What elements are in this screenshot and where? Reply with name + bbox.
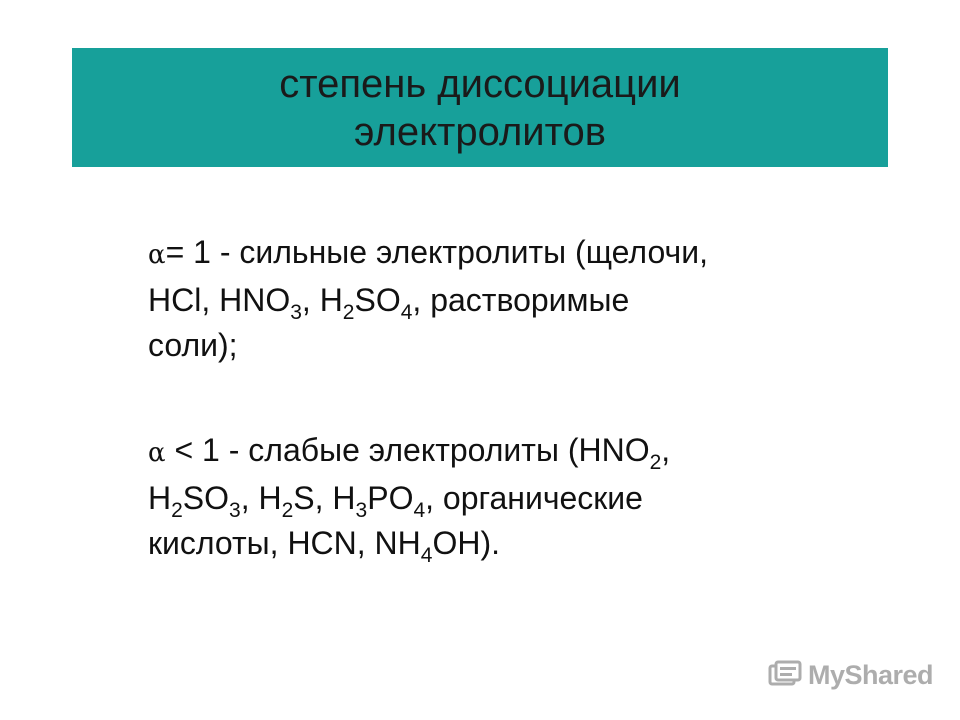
formula-text: SO xyxy=(182,480,230,516)
subscript: 2 xyxy=(281,499,294,522)
strong-line-2 xyxy=(148,278,848,323)
formula-text: SO xyxy=(354,282,401,318)
subscript: 2 xyxy=(649,451,662,474)
weak-line-2 xyxy=(148,476,848,521)
formula-text: , H xyxy=(240,480,282,516)
subscript: 3 xyxy=(290,301,302,324)
subscript: 4 xyxy=(413,499,426,522)
myshared-watermark xyxy=(768,658,933,692)
formula-text: , H xyxy=(301,282,343,318)
subscript: 2 xyxy=(171,499,183,522)
weak-line-1 xyxy=(148,428,848,476)
slide-title xyxy=(72,48,888,167)
strong-line-3: соли); xyxy=(148,327,238,363)
alpha-symbol: α xyxy=(148,240,166,270)
formula-text: , органические xyxy=(425,480,643,516)
formula-text: H xyxy=(148,480,172,516)
title-line-2: электролитов xyxy=(353,109,607,154)
subscript: 3 xyxy=(355,499,368,522)
subscript: 4 xyxy=(420,544,433,567)
subscript: 4 xyxy=(400,301,413,324)
formula-text: HCl, HNO xyxy=(148,282,291,318)
formula-text: , растворимые xyxy=(412,282,630,318)
watermark-text: MyShared xyxy=(808,659,934,690)
myshared-logo-icon xyxy=(768,660,802,690)
weak-line-3 xyxy=(148,521,848,566)
subscript: 3 xyxy=(229,499,241,522)
strong-line-1 xyxy=(148,230,848,278)
subscript: 2 xyxy=(342,301,355,324)
strong-electrolytes-paragraph xyxy=(148,230,848,368)
title-line-1: степень диссоциации xyxy=(279,61,681,106)
formula-text: S, H xyxy=(293,480,356,516)
formula-text: , xyxy=(661,432,671,468)
alpha-symbol: α xyxy=(148,438,166,468)
formula-text: кислоты, HCN, NH xyxy=(148,525,421,561)
formula-text: OH). xyxy=(432,525,500,561)
strong-text-1: = 1 - сильные электролиты (щелочи, xyxy=(165,234,708,270)
formula-text: < 1 - слабые электролиты (HNO xyxy=(165,432,650,468)
formula-text: PO xyxy=(367,480,414,516)
weak-electrolytes-paragraph xyxy=(148,428,848,566)
title-bar xyxy=(72,48,888,167)
